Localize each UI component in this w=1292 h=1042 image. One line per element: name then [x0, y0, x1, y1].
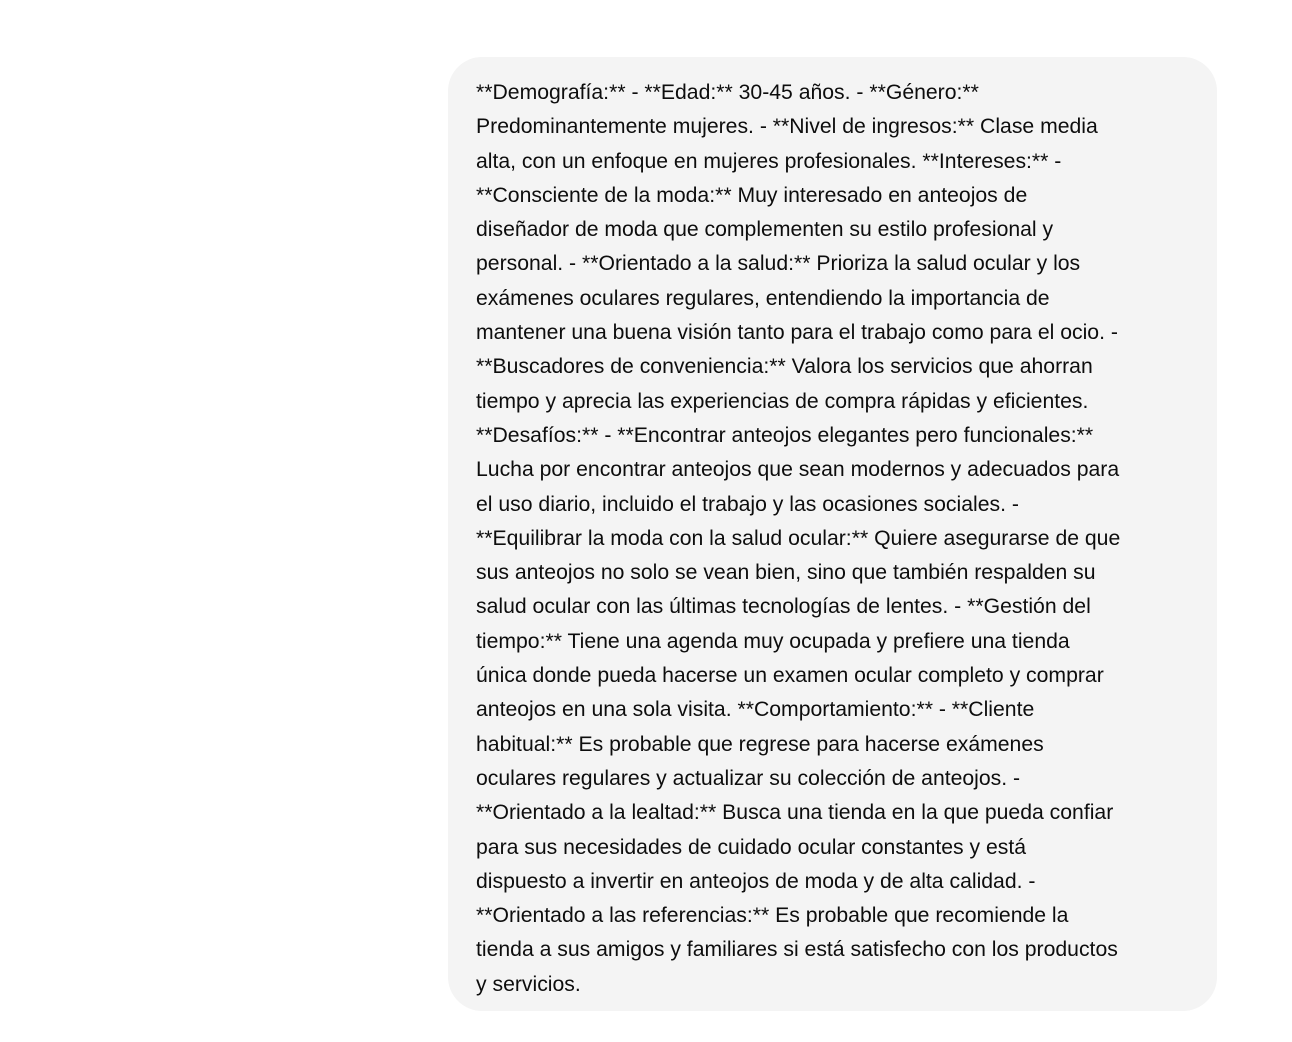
message-line-20: habitual:** Es probable que regrese para hacerse exámenes: [476, 732, 1044, 756]
user-message-bubble: [448, 57, 1217, 1011]
message-line-11: **Desafíos:** - **Encontrar anteojos elegantes pero funcionales:**: [476, 423, 1094, 447]
message-line-27: y servicios.: [476, 972, 581, 996]
message-line-14: **Equilibrar la moda con la salud ocular:** Quiere asegurarse de que: [476, 526, 1121, 550]
message-line-10: tiempo y aprecia las experiencias de compra rápidas y eficientes.: [476, 389, 1089, 413]
message-line-1: **Demografía:** - **Edad:** 30-45 años. - **Género:**: [476, 81, 979, 104]
message-line-5: diseñador de moda que complementen su estilo profesional y: [476, 218, 1054, 242]
message-text[interactable]: [476, 76, 1193, 1002]
message-line-8: mantener una buena visión tanto para el trabajo como para el ocio. -: [476, 321, 1118, 345]
message-line-3: alta, con un enfoque en mujeres profesionales. **Intereses:** -: [476, 149, 1062, 173]
message-line-24: dispuesto a invertir en anteojos de moda y de alta calidad. -: [476, 869, 1036, 893]
message-line-6: personal. - **Orientado a la salud:** Prioriza la salud ocular y los: [476, 252, 1081, 276]
message-line-2: Predominantemente mujeres. - **Nivel de ingresos:** Clase media: [476, 115, 1098, 139]
message-line-19: anteojos en una sola visita. **Comportamiento:** - **Cliente: [476, 698, 1035, 722]
message-line-23: para sus necesidades de cuidado ocular constantes y está: [476, 835, 1027, 859]
message-line-12: Lucha por encontrar anteojos que sean modernos y adecuados para: [476, 458, 1120, 482]
message-line-16: salud ocular con las últimas tecnologías de lentes. - **Gestión del: [476, 595, 1091, 619]
message-line-15: sus anteojos no solo se vean bien, sino que también respalden su: [476, 561, 1096, 585]
message-line-25: **Orientado a las referencias:** Es probable que recomiende la: [476, 904, 1069, 928]
message-line-26: tienda a sus amigos y familiares si está satisfecho con los productos: [476, 938, 1118, 962]
message-line-18: única donde pueda hacerse un examen ocular completo y comprar: [476, 664, 1104, 688]
message-line-7: exámenes oculares regulares, entendiendo la importancia de: [476, 286, 1050, 310]
message-line-22: **Orientado a la lealtad:** Busca una tienda en la que pueda confiar: [476, 801, 1114, 825]
message-line-9: **Buscadores de conveniencia:** Valora los servicios que ahorran: [476, 355, 1093, 379]
message-line-21: oculares regulares y actualizar su colección de anteojos. -: [476, 766, 1021, 790]
message-line-13: el uso diario, incluido el trabajo y las ocasiones sociales. -: [476, 492, 1019, 516]
message-line-17: tiempo:** Tiene una agenda muy ocupada y prefiere una tienda: [476, 629, 1070, 653]
message-line-4: **Consciente de la moda:** Muy interesado en anteojos de: [476, 183, 1028, 207]
